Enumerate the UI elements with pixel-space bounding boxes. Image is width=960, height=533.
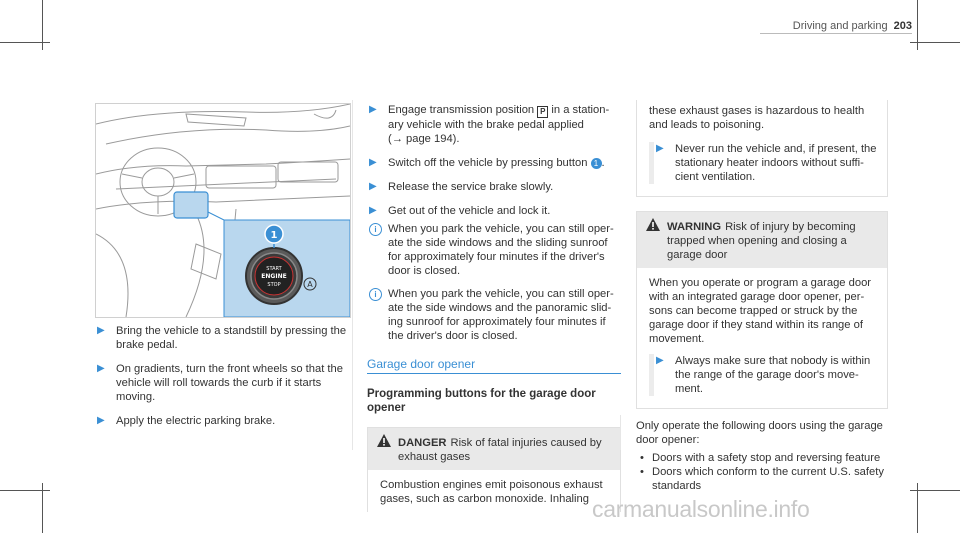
park-position-icon: P	[537, 106, 548, 118]
crop-mark	[917, 0, 918, 50]
danger-header	[368, 428, 620, 470]
step-item: ▶ Always make sure that nobody is within the range of the garage door's move-ment.	[649, 354, 877, 396]
button-text-start: START	[266, 266, 282, 272]
warning-label: WARNING	[667, 221, 722, 233]
car-interior-drawing	[96, 104, 350, 317]
crop-mark	[42, 0, 43, 50]
callout-number-icon: 1	[591, 158, 602, 169]
watermark: carmanualsonline.info	[592, 496, 810, 522]
danger-title: Risk of fatal injuries caused by exhaust gases	[398, 437, 602, 463]
left-column	[95, 324, 353, 438]
step-arrow-icon: ▶	[97, 363, 105, 374]
page-number: 203	[893, 20, 912, 32]
column-divider	[620, 415, 621, 450]
warning-box	[636, 211, 888, 409]
danger-continued-text: these exhaust gases is hazardous to health and leads to poisoning.	[649, 105, 865, 131]
info-note: i When you park the vehicle, you can still oper-ate the side windows and the panoramic slid-ing sunroof for approximately four minutes if the driver's door is closed.	[367, 287, 621, 343]
crop-mark	[42, 483, 43, 533]
button-text-stop: STOP	[267, 282, 281, 288]
step-arrow-icon: ▶	[97, 325, 105, 336]
step-arrow-icon: ▶	[369, 205, 377, 216]
intro-text: Only operate the following doors using the garage door opener:	[636, 420, 883, 446]
subsection-heading: Programming buttons for the garage door opener	[367, 388, 596, 414]
section-title: Driving and parking	[792, 20, 888, 32]
auto-start-stop-symbol: A	[307, 280, 313, 289]
danger-box	[367, 427, 621, 512]
header-rule	[760, 33, 912, 34]
warning-title: Risk of injury by becoming trapped when opening and closing a garage door	[667, 221, 856, 261]
section-heading: Garage door opener	[367, 357, 621, 374]
column-divider	[352, 100, 353, 450]
step-item: ▶ Never run the vehicle and, if present, the stationary heater indoors without suffi-cient ventilation.	[649, 142, 877, 184]
right-column	[636, 100, 888, 493]
button-text-engine: ENGINE	[261, 273, 287, 280]
step-arrow-icon: ▶	[656, 355, 664, 366]
crop-mark	[917, 483, 918, 533]
info-icon: i	[369, 288, 382, 301]
info-note: i When you park the vehicle, you can still oper-ate the side windows and the sliding sunroof for approximately four minutes if the driver's door is closed.	[367, 222, 621, 278]
step-arrow-icon: ▶	[369, 104, 377, 115]
step-item: ▶ Apply the electric parking brake.	[97, 415, 276, 427]
step-item: ▶ On gradients, turn the front wheels so that the vehicle will roll towards the curb if it starts moving.	[97, 363, 343, 403]
step-arrow-icon: ▶	[97, 415, 105, 426]
step-arrow-icon: ▶	[369, 157, 377, 168]
callout-number: 1	[270, 230, 278, 241]
step-item: ▶ Engage transmission position P in a station-ary vehicle with the brake pedal applied (→ page 194).	[369, 104, 610, 145]
list-item: • Doors with a safety stop and reversing feature	[636, 451, 888, 465]
running-header	[793, 19, 912, 33]
step-item: ▶ Get out of the vehicle and lock it.	[369, 205, 551, 217]
step-arrow-icon: ▶	[656, 143, 664, 154]
warning-header	[637, 212, 887, 268]
middle-column	[367, 103, 621, 522]
step-item: ▶ Switch off the vehicle by pressing button 1 .	[369, 157, 605, 169]
step-item: ▶ Bring the vehicle to a standstill by pressing the brake pedal.	[97, 325, 347, 351]
dashboard-illustration	[95, 103, 351, 318]
warning-triangle-icon	[646, 218, 660, 231]
danger-box-continued	[636, 100, 888, 197]
info-icon: i	[369, 223, 382, 236]
danger-body: Combustion engines emit poisonous exhaust gases, such as carbon monoxide. Inhaling	[380, 479, 603, 505]
step-item: ▶ Release the service brake slowly.	[369, 181, 554, 193]
step-arrow-icon: ▶	[369, 181, 377, 192]
page-reference-link[interactable]: (→ page 194).	[388, 133, 460, 145]
warning-triangle-icon	[377, 434, 391, 447]
warning-body: When you operate or program a garage door with an integrated garage door opener, per-sons can become trapped or struck by the garage door if they stand within its range of movement.	[649, 277, 872, 345]
list-item: • Doors which conform to the current U.S. safety standards	[636, 465, 888, 493]
danger-label: DANGER	[398, 437, 447, 449]
